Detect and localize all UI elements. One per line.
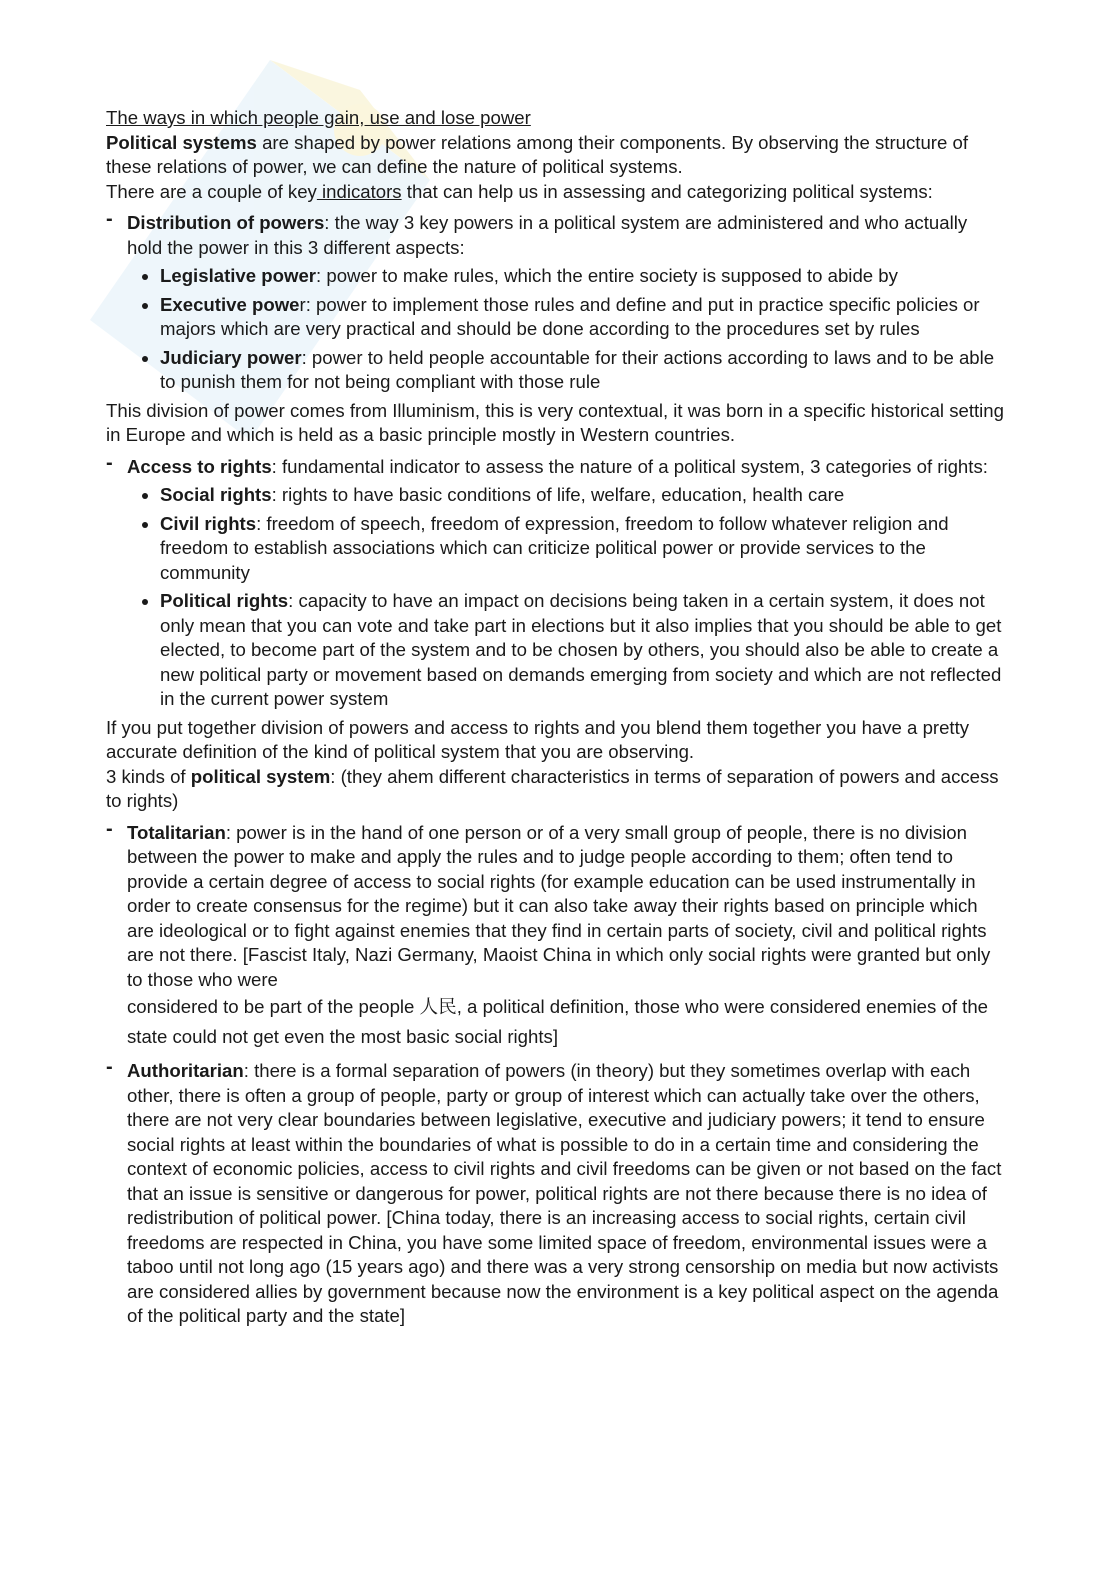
list-item: Judiciary power: power to held people accountable for their actions according to laws and to be able to punish them for not being compliant with those rule (127, 346, 1006, 395)
division-note: This division of power comes from Illuminism, this is very contextual, it was born in a specific historical setting in Europe and which is held as a basic principle mostly in Western countries. (106, 399, 1004, 445)
powers-list (127, 264, 1006, 395)
list-item: Civil rights: freedom of speech, freedom of expression, freedom to follow whatever religion and freedom to establish associations which can criticize political power or provide services to the community (127, 512, 1006, 586)
document-body (106, 106, 1006, 1329)
bullet-icon (142, 274, 148, 280)
list-item: Political rights: capacity to have an impact on decisions being taken in a certain system, it does not only mean that you can vote and take part in elections but it also implies that you should be able to get elected, to become part of the system and to be chosen by others, you should also be able to create a new political party or movement based on demands emerging from society and which are not reflected in the current power system (127, 589, 1006, 712)
list-item: Executive power: power to implement those rules and define and put in practice specific policies or majors which are very practical and should be done according to the procedures set by rules (127, 293, 1006, 342)
bullet-icon (142, 356, 148, 362)
section-totalitarian: - Totalitarian: power is in the hand of one person or of a very small group of people, there is no division between the power to make and apply the rules and to judge people according to them; often tend to provide a certain degree of access to social rights (for example education can be used instrumentally in order to create consensus for the regime) but it can also take away their rights based on principle which are ideological or to fight against enemies that they find in certain parts of society, civil and political rights are not there. [Fascist Italy, Nazi Germany, Maoist China in which only social rights were granted but only to those who were considered to be part of the people 人民, a political definition, those who were considered enemies of the state could not get even the most basic social rights] (106, 821, 1006, 1053)
bullet-icon (142, 599, 148, 605)
totalitarian-tail: considered to be part of the people 人民, a political definition, those who were considered enemies of the state could not get even the most basic social rights] (127, 996, 988, 1047)
list-item: Social rights: rights to have basic conditions of life, welfare, education, health care (127, 483, 1006, 508)
page-title: The ways in which people gain, use and lose power (106, 107, 531, 128)
section-access: - Access to rights: fundamental indicator to assess the nature of a political system, 3 categories of rights: Social rights: rights to have basic conditions of life, welfare, education, health care Civil rights: freedom of speech, freedom of expression, freedom to follow whatever religion and freedom to establish associations which can criticize political power or provide services to the community Political rights: capacity to have an impact on decisions being taken in a certain system, it does not only mean that you can vote and take part in elections but it also implies that you should be able to get elected, to become part of the system and to be chosen by others, you should also be able to create a new political party or movement based on demands emerging from society and which are not reflected in the current power system (106, 455, 1006, 712)
dash-marker: - (106, 451, 113, 474)
intro-term: Political systems (106, 131, 257, 153)
dash-marker: - (106, 208, 113, 230)
intro-paragraph: Political systems are shaped by power relations among their components. By observing the structure of these relations of power, we can define the nature of political systems. (106, 131, 968, 177)
indicators-paragraph: There are a couple of key indicators that can help us in assessing and categorizing political systems: (106, 180, 933, 202)
dash-marker: - (106, 817, 113, 840)
dash-marker: - (106, 1056, 113, 1078)
rights-list (127, 483, 1006, 712)
kinds-paragraph: 3 kinds of political system: (they ahem different characteristics in terms of separation of powers and access to rights) (106, 765, 999, 811)
bullet-icon (142, 522, 148, 528)
list-item: Legislative power: power to make rules, which the entire society is supposed to abide by (127, 264, 1006, 289)
blend-note: If you put together division of powers and access to rights and you blend them together you have a pretty accurate definition of the kind of political system that you are observing. (106, 716, 970, 762)
bullet-icon (142, 303, 148, 309)
indicators-underlined: indicators (316, 180, 402, 202)
section-authoritarian: - Authoritarian: there is a formal separation of powers (in theory) but they sometimes overlap with each other, there is often a group of people, party or group of interest which can actually take over the others, there are not very clear boundaries between legislative, executive and judiciary powers; it tend to ensure social rights at least within the boundaries of what is possible to do in a certain time and considering the context of economic policies, access to civil rights and civil freedoms can be given or not based on the fact that an issue is sensitive or dangerous for power, political rights are not there because there is no idea of redistribution of political power. [China today, there is an increasing access to social rights, certain civil freedoms are respected in China, you have some limited space of freedom, environmental issues were a taboo until not long ago (15 years ago) and there was a very strong censorship on media but now activists are considered allies by government because now the environment is a key political aspect on the agenda of the political party and the state] (106, 1056, 1002, 1326)
bullet-icon (142, 493, 148, 499)
section-distribution: - Distribution of powers: the way 3 key powers in a political system are administered and who actually hold the power in this 3 different aspects: Legislative power: power to make rules, which the entire society is supposed to abide by Executive power: power to implement those rules and define and put in practice specific policies or majors which are very practical and should be done according to the procedures set by rules Judiciary power: power to held people accountable for their actions according to laws and to be able to punish them for not being compliant with those rule (106, 211, 1006, 395)
